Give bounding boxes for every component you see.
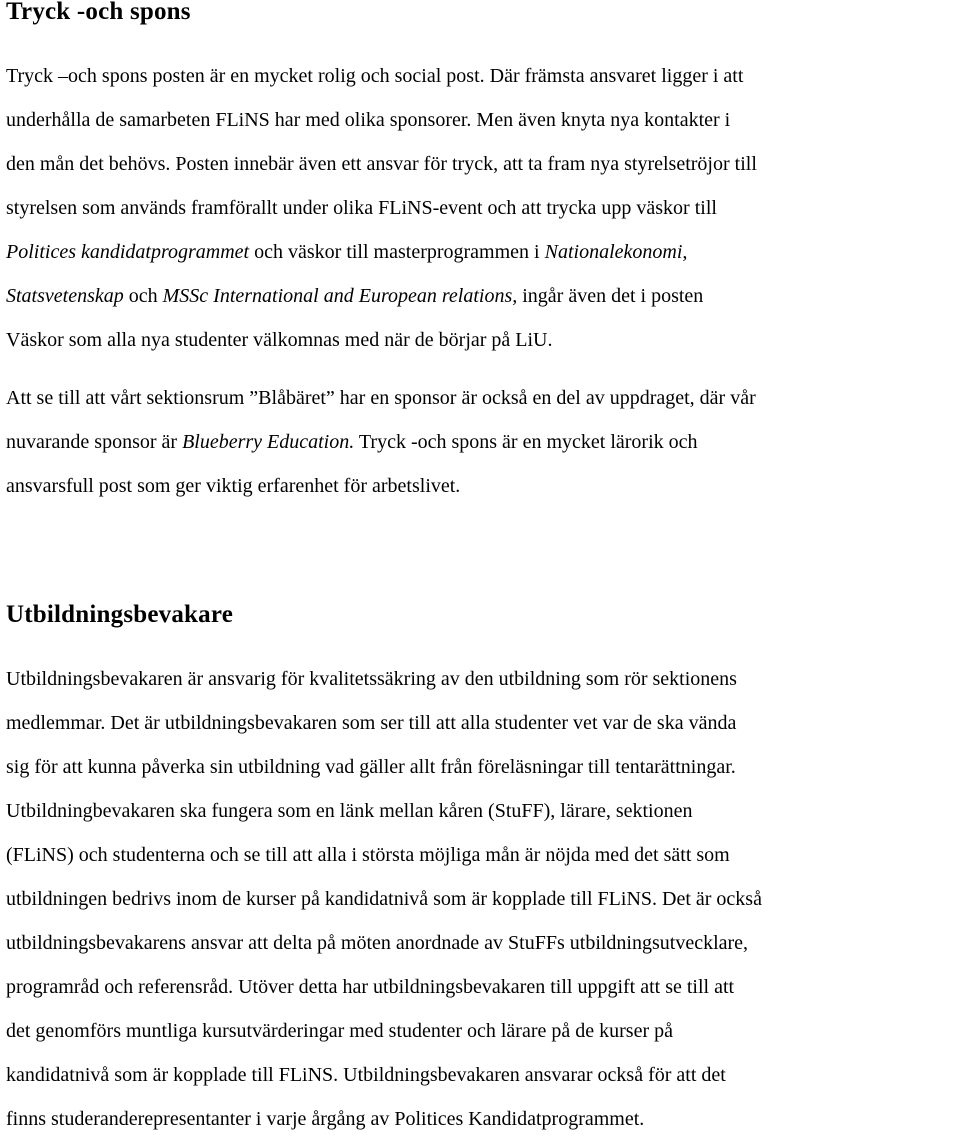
text-line: kandidatnivå som är kopplade till FLiNS. Utbildningsbevakaren ansvarar också för att det: [6, 1064, 726, 1086]
section-heading-tryck-och-spons: Tryck -och spons: [6, 0, 191, 25]
text-span: och: [123, 285, 163, 307]
text-span: nuvarande sponsor är: [6, 431, 183, 453]
text-line: (FLiNS) och studenterna och se till att alla i största möjliga mån är nöjda med det sätt som: [6, 844, 730, 866]
program-name-nationalekonomi: Nationalekonomi,: [544, 241, 688, 263]
text-line: Att se till att vårt sektionsrum ”Blåbäret” har en sponsor är också en del av uppdraget, där vår: [6, 387, 756, 409]
text-line: utbildningen bedrivs inom de kurser på kandidatnivå som är kopplade till FLiNS. Det är också: [6, 888, 762, 910]
text-line: styrelsen som används framförallt under olika FLiNS-event och att trycka upp väskor till: [6, 197, 717, 219]
text-span: Tryck -och spons är en mycket lärorik och: [354, 431, 698, 453]
text-line: ansvarsfull post som ger viktig erfarenhet för arbetslivet.: [6, 475, 461, 497]
text-line: [6, 230, 954, 274]
text-line: Väskor som alla nya studenter välkomnas med när de börjar på LiU.: [6, 329, 553, 351]
text-line: Utbildningbevakaren ska fungera som en länk mellan kåren (StuFF), lärare, sektionen: [6, 800, 693, 822]
paragraph-tryck-och-spons-2: [6, 376, 954, 508]
text-line: [6, 274, 954, 318]
text-line: underhålla de samarbeten FLiNS har med olika sponsorer. Men även knyta nya kontakter i: [6, 109, 731, 131]
text-line: finns studeranderepresentanter i varje årgång av Politices Kandidatprogrammet.: [6, 1108, 645, 1130]
text-line: den mån det behövs. Posten innebär även ett ansvar för tryck, att ta fram nya styrelsetröjor till: [6, 153, 757, 175]
text-line: Tryck –och spons posten är en mycket rolig och social post. Där främsta ansvaret ligger i att: [6, 65, 744, 87]
program-name-statsvetenskap: Statsvetenskap: [6, 285, 124, 307]
program-name-politices: Politices kandidatprogrammet: [6, 241, 250, 263]
section-heading-utbildningsbevakare: Utbildningsbevakare: [6, 601, 234, 628]
paragraph-tryck-och-spons-1: [6, 54, 954, 362]
text-line: sig för att kunna påverka sin utbildning vad gäller allt från föreläsningar till tentarättningar.: [6, 756, 736, 778]
sponsor-name: Blueberry Education.: [182, 431, 355, 453]
text-line: medlemmar. Det är utbildningsbevakaren som ser till att alla studenter vet var de ska vända: [6, 712, 737, 734]
text-line: [6, 420, 954, 464]
program-name-mssc: MSSc International and European relations,: [162, 285, 518, 307]
text-line: programråd och referensråd. Utöver detta har utbildningsbevakaren till uppgift att se till att: [6, 976, 735, 998]
text-line: utbildningsbevakarens ansvar att delta på möten anordnade av StuFFs utbildningsutvecklare,: [6, 932, 749, 954]
text-span: och väskor till masterprogrammen i: [249, 241, 545, 263]
text-line: Utbildningsbevakaren är ansvarig för kvalitetssäkring av den utbildning som rör sektionens: [6, 668, 737, 690]
paragraph-utbildningsbevakare: [6, 657, 954, 1141]
text-line: det genomförs muntliga kursutvärderingar med studenter och lärare på de kurser på: [6, 1020, 673, 1042]
text-span: ingår även det i posten: [517, 285, 704, 307]
